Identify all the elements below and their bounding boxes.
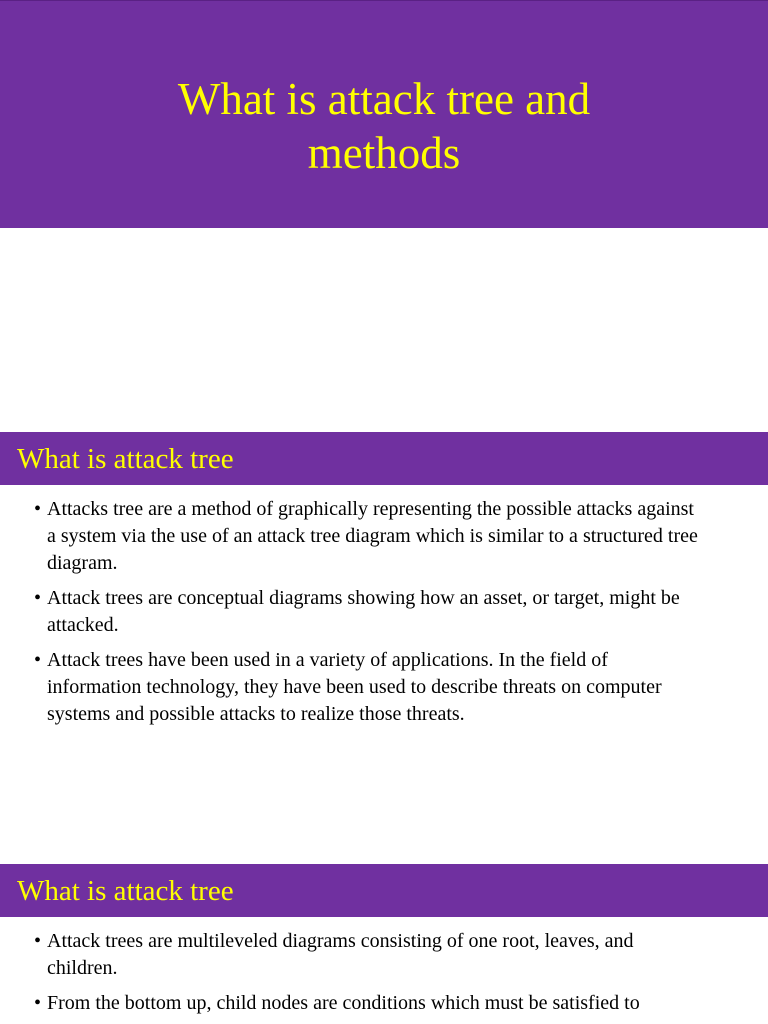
slide-title: What is attack tree and methods: [177, 73, 591, 178]
title-banner: [0, 0, 768, 228]
slide-heading: What is attack tree: [17, 875, 234, 907]
content-slide-1: [0, 432, 768, 864]
bullet-text: Attack trees have been used in a variety of applications. In the field of information technology, they have been used to describe threats on computer systems and possible attacks to realize those threats.: [47, 649, 662, 725]
slide-header-bar: [0, 864, 768, 917]
bullet-dot-icon: •: [33, 498, 41, 520]
bullet-text: Attack trees are multileveled diagrams consisting of one root, leaves, and children.: [47, 930, 634, 979]
bullet-text: Attacks tree are a method of graphically representing the possible attacks against a system via the use of an attack tree diagram which is similar to a structured tree diagram.: [47, 498, 698, 574]
content-slide-2: [0, 864, 768, 1024]
slide-heading: What is attack tree: [17, 443, 234, 475]
title-slide: [0, 0, 768, 432]
bullet-dot-icon: •: [33, 992, 41, 1014]
bullet-dot-icon: •: [33, 587, 41, 609]
bullet-text: From the bottom up, child nodes are conditions which must be satisfied to: [47, 992, 640, 1014]
bullet-dot-icon: •: [33, 649, 41, 671]
bullet-dot-icon: •: [33, 930, 41, 952]
bullet-item: [0, 647, 700, 728]
bullet-item: [0, 496, 700, 577]
bullet-item: [0, 990, 700, 1017]
bullet-item: [0, 585, 700, 639]
slide-header-bar: [0, 432, 768, 485]
bullet-item: [0, 928, 700, 982]
bullet-text: Attack trees are conceptual diagrams showing how an asset, or target, might be attacked.: [47, 587, 680, 636]
